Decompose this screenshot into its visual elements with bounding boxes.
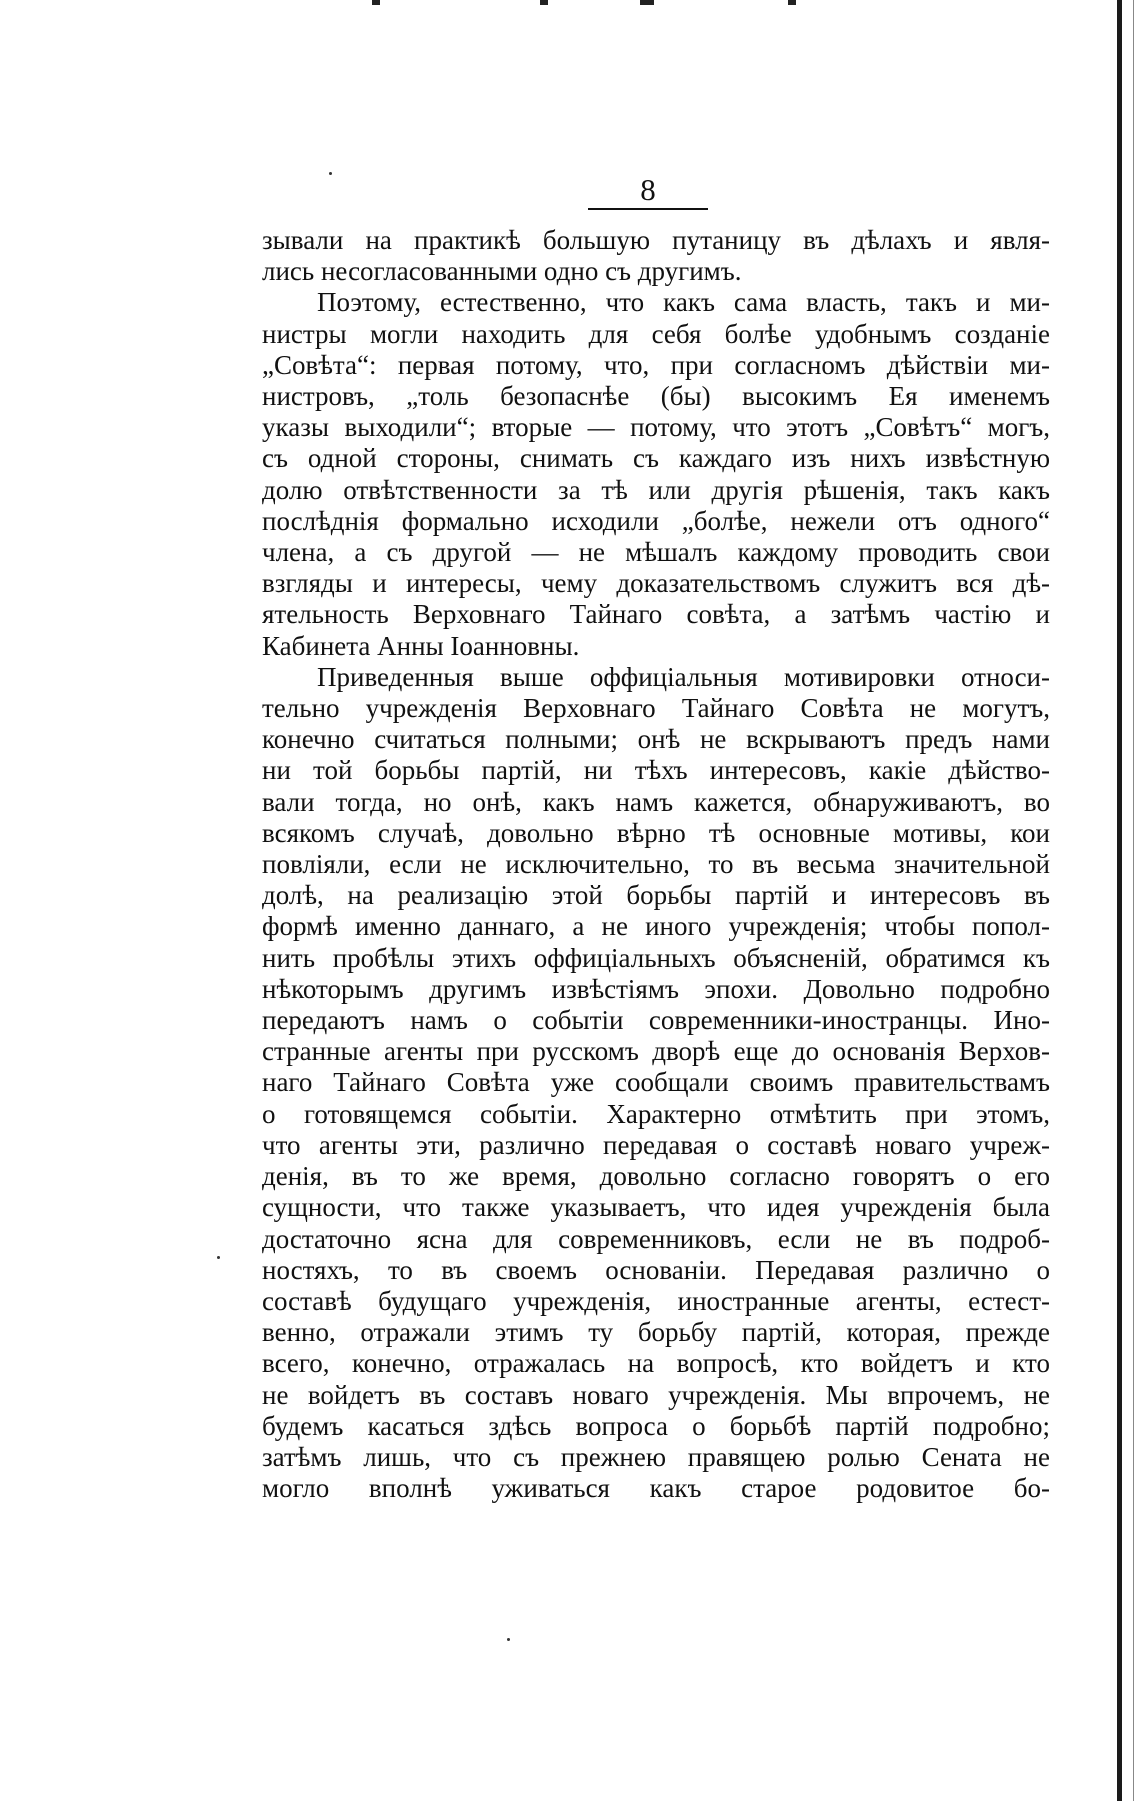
text-line: сущности, что также указываетъ, что идея учрежденія была xyxy=(262,1192,1050,1223)
top-mark xyxy=(372,0,380,5)
text-line: повліяли, если не исключительно, то въ весьма значительной xyxy=(262,849,1050,880)
text-line: конечно считаться полными; онѣ не вскрываютъ предъ нами xyxy=(262,724,1050,755)
text-line: тельно учрежденія Верховнаго Тайнаго Совѣта не могутъ, xyxy=(262,693,1050,724)
paragraph xyxy=(262,662,1050,1504)
text-line: нить пробѣлы этихъ оффиціальныхъ объясненій, обратимся къ xyxy=(262,942,1050,973)
top-edge-marks xyxy=(0,0,1140,20)
text-line: могло вполнѣ уживаться какъ старое родовитое бо- xyxy=(262,1473,1050,1504)
text-line: не войдетъ въ составъ новаго учрежденія. Мы впрочемъ, не xyxy=(262,1379,1050,1410)
text-line: что агенты эти, различно передавая о составѣ новаго учреж- xyxy=(262,1129,1050,1160)
text-line: странные агенты при русскомъ дворѣ еще до основанія Верхов- xyxy=(262,1036,1050,1067)
text-line: лись несогласованными одно съ другимъ. xyxy=(262,256,742,287)
text-line: нѣкоторымъ другимъ извѣстіямъ эпохи. Довольно подробно xyxy=(262,973,1050,1004)
text-line: Приведенныя выше оффиціальныя мотивировки относи- xyxy=(317,661,1050,692)
text-line: нистровъ, „толь безопаснѣе (бы) высокимъ Ея именемъ xyxy=(262,381,1050,412)
text-line: указы выходили“; вторые — потому, что этотъ „Совѣтъ“ могъ, xyxy=(262,412,1050,443)
text-line: всякомъ случаѣ, довольно вѣрно тѣ основные мотивы, кои xyxy=(262,817,1050,848)
text-line: съ одной стороны, снимать съ каждаго изъ нихъ извѣстную xyxy=(262,443,1050,474)
text-line: ностяхъ, то въ своемъ основаніи. Передавая различно о xyxy=(262,1254,1050,1285)
top-mark xyxy=(540,0,548,5)
text-line: будемъ касаться здѣсь вопроса о борьбѣ партій подробно; xyxy=(262,1410,1050,1441)
text-line: ятельность Верховнаго Тайнаго совѣта, а затѣмъ частію и xyxy=(262,599,1050,630)
text-line: Поэтому, естественно, что какъ сама власть, такъ и ми- xyxy=(317,287,1050,318)
text-line: наго Тайнаго Совѣта уже сообщали своимъ правительствамъ xyxy=(262,1067,1050,1098)
scan-speck xyxy=(507,1638,510,1641)
text-line: „Совѣта“: первая потому, что, при согласномъ дѣйствіи ми- xyxy=(262,349,1050,380)
page-number: 8 xyxy=(640,172,656,207)
text-line: затѣмъ лишь, что съ прежнею правящею ролью Сената не xyxy=(262,1441,1050,1472)
text-line: нистры могли находить для себя болѣе удобнымъ созданіе xyxy=(262,318,1050,349)
text-line: члена, а съ другой — не мѣшалъ каждому проводить свои xyxy=(262,537,1050,568)
text-line: достаточно ясна для современниковъ, если не въ подроб- xyxy=(262,1223,1050,1254)
text-line: всего, конечно, отражалась на вопросѣ, кто войдетъ и кто xyxy=(262,1348,1050,1379)
text-line: долю отвѣтственности за тѣ или другія рѣшенія, такъ какъ xyxy=(262,474,1050,505)
text-line: зывали на практикѣ большую путаницу въ дѣлахъ и явля- xyxy=(262,225,1050,255)
text-line: Кабинета Анны Іоанновны. xyxy=(262,630,580,661)
text-line: взгляды и интересы, чему доказательствомъ служитъ вся дѣ- xyxy=(262,568,1050,599)
top-mark xyxy=(788,0,796,5)
text-line: денія, въ то же время, довольно согласно говорятъ о его xyxy=(262,1161,1050,1192)
page-edge-line xyxy=(1133,0,1134,1801)
text-line: формѣ именно даннаго, а не иного учрежденія; чтобы попол- xyxy=(262,911,1050,942)
text-line: послѣднія формально исходили „болѣе, нежели отъ одного“ xyxy=(262,505,1050,536)
text-line: о готовящемся событіи. Характерно отмѣтить при этомъ, xyxy=(262,1098,1050,1129)
text-line: вали тогда, но онѣ, какъ намъ кажется, обнаруживаютъ, во xyxy=(262,786,1050,817)
text-line: венно, отражали этимъ ту борьбу партій, которая, прежде xyxy=(262,1317,1050,1348)
scan-speck xyxy=(329,172,332,175)
top-mark xyxy=(640,0,654,5)
page-edge-shadow xyxy=(1117,0,1122,1801)
scan-speck xyxy=(217,1256,220,1259)
paragraph xyxy=(262,225,1050,287)
text-line: передаютъ намъ о событіи современники-иностранцы. Ино- xyxy=(262,1005,1050,1036)
body-text xyxy=(262,225,1050,1504)
page-number-rule xyxy=(588,208,708,210)
paragraph xyxy=(262,287,1050,661)
text-line: долѣ, на реализацію этой борьбы партій и интересовъ въ xyxy=(262,880,1050,911)
text-line: составѣ будущаго учрежденія, иностранные агенты, естест- xyxy=(262,1285,1050,1316)
text-line: ни той борьбы партій, ни тѣхъ интересовъ, какіе дѣйство- xyxy=(262,755,1050,786)
